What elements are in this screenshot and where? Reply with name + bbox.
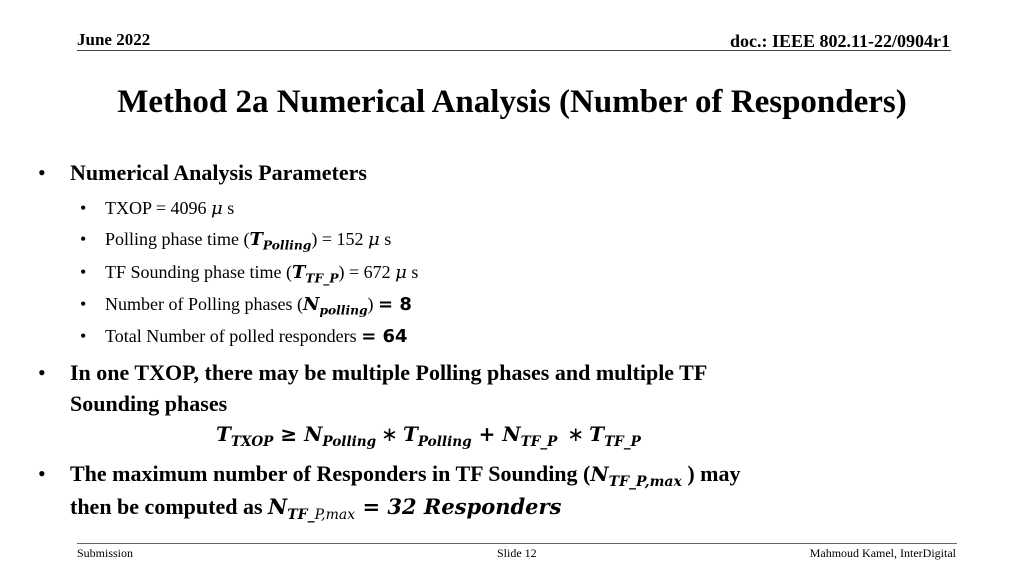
slide-title: Method 2a Numerical Analysis (Number of Responders) [117,84,907,120]
bullet-marker: • [38,160,46,185]
bullet-marker: • [38,360,46,385]
header-date: June 2022 [77,30,151,49]
footer-submission: Submission [77,546,134,560]
bullet-text-line1: The maximum number of Responders in TF Sounding ($N_{TF\_P,max}$ ) may [70,461,741,490]
sub-bullet-marker: • [80,262,87,282]
sub-bullet-marker: • [80,229,87,249]
header-doc-id: doc.: IEEE 802.11-22/0904r1 [729,31,950,51]
bullet-marker: • [38,461,46,486]
bullet-text: Numerical Analysis Parameters [70,160,367,185]
footer-divider [77,543,957,544]
bullet-text-line2: then be computed as $N_{TF\_P,max} = 32$ Responders [70,494,562,523]
sub-bullet-text: Polling phase time $(T_{Polling}) = 152$ μ s [105,229,392,253]
footer-author: Mahmoud Kamel, InterDigital [809,546,956,560]
sub-bullet-marker: • [80,294,87,314]
sub-bullet-marker: • [80,326,87,346]
footer-slide-number: Slide 12 [497,546,537,560]
bullet-text-line1: In one TXOP, there may be multiple Polling phases and multiple TF [70,360,708,385]
sub-bullet-text: Total Number of polled responders = 64 [105,326,408,347]
sub-bullet-text: TF Sounding phase time $(T_{TF\_P}) = 672$ μ s [105,262,419,286]
bullet-text-line2: Sounding phases [70,391,228,416]
sub-bullet-marker: • [80,198,87,218]
sub-bullet-text: Number of Polling phases $(N_{polling}) = 8$ [105,294,412,318]
sub-bullet-text: TXOP = 4096 μ s [105,198,235,219]
header-divider [77,50,951,51]
txop-inequality: $T_{TXOP} \ge N_{Polling}$ ∗ $T_{Polling} + N_{TF\_P}$ ∗ $T_{TF\_P}$ [216,422,641,450]
